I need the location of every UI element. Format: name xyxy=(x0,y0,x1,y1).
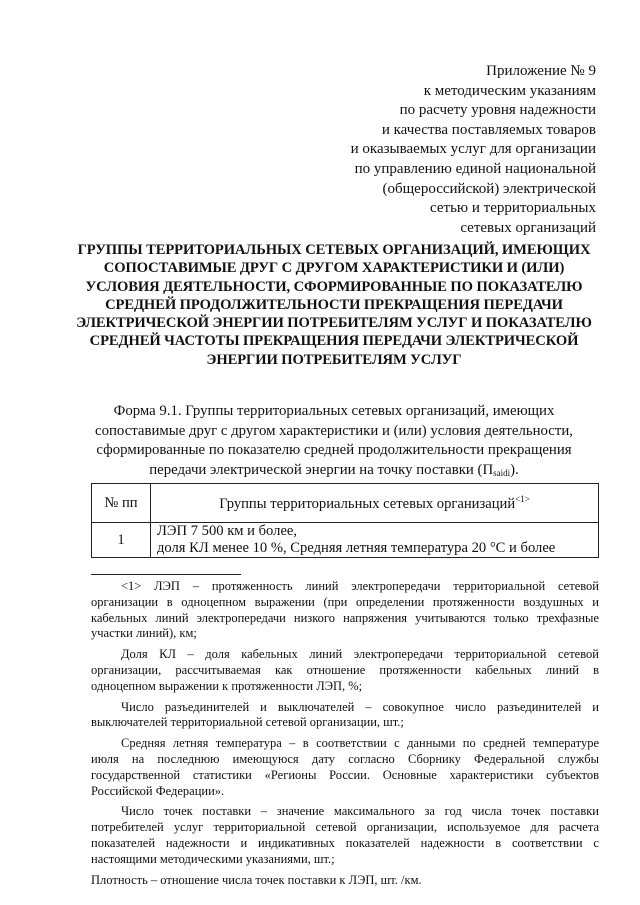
footnote-paragraph xyxy=(91,804,599,867)
form-title-line xyxy=(70,461,598,484)
footnote-line: показателей надежности и индикативных показателей надежности в соответствии с xyxy=(91,835,599,850)
footnote-line: Доля КЛ – доля кабельных линий электропередачи территориальной сетевой xyxy=(121,647,599,662)
footnote-line: потребителей услуг территориальной сетевой организации, используемое для расчета xyxy=(91,820,599,835)
title-line: ГРУППЫ ТЕРРИТОРИАЛЬНЫХ СЕТЕВЫХ ОРГАНИЗАЦИЙ, ИМЕЮЩИХ xyxy=(77,242,591,258)
title-line: ЭНЕРГИИ ПОТРЕБИТЕЛЯМ УСЛУГ xyxy=(206,351,462,368)
row-criteria-line: ЛЭП 7 500 км и более, xyxy=(157,523,298,539)
appendix-line: по управлению единой национальной xyxy=(354,160,596,177)
footnote-paragraph xyxy=(91,579,599,642)
title-line: УСЛОВИЯ ДЕЯТЕЛЬНОСТИ, СФОРМИРОВАННЫЕ ПО ПОКАЗАТЕЛЮ xyxy=(85,278,583,295)
footnote-line: выключателей территориальной сетевой организации, шт.; xyxy=(91,715,404,730)
row-criteria-line: доля КЛ менее 10 %, Средняя летняя температура 20 °С и более xyxy=(157,540,556,556)
groups-table xyxy=(91,483,599,558)
appendix-line: сетевых организаций xyxy=(460,219,596,236)
appendix-line: и качества поставляемых товаров xyxy=(381,121,596,138)
title-line: СРЕДНЕЙ ЧАСТОТЫ ПРЕКРАЩЕНИЯ ПЕРЕДАЧИ ЭЛЕКТРИЧЕСКОЙ xyxy=(89,333,579,350)
form-title-line: сформированные по показателю средней продолжительности прекращения xyxy=(96,442,572,458)
header-groups-label: Группы территориальных сетевых организаций xyxy=(219,495,516,512)
footnote-paragraph xyxy=(91,873,599,889)
footnote-paragraph xyxy=(91,736,599,799)
appendix-line: сетью и территориальных xyxy=(430,200,596,217)
footnote-divider xyxy=(91,574,241,575)
header-groups xyxy=(151,484,599,523)
footnote-line: Плотность – отношение числа точек поставки к ЛЭП, шт. /км. xyxy=(91,872,422,887)
appendix-line: (общероссийской) электрической xyxy=(382,180,596,197)
form-title-line: Форма 9.1. Группы территориальных сетевых организаций, имеющих xyxy=(113,403,555,419)
appendix-line: и оказываемых услуг для организации xyxy=(350,141,596,158)
saidi-subscript: saidi xyxy=(493,467,511,478)
footnote-line: одноцепном выражении к протяженности ЛЭП, %; xyxy=(91,678,363,693)
footnote-line: государственной статистики «Регионы России. Основные характеристики субъектов xyxy=(91,767,599,782)
footnote-line: кабельных линий электропередачи низкого напряжения учитываются только трехфазные xyxy=(91,610,599,625)
footnote-line: организации в одноцепном выражении (при определении протяженности воздушных и xyxy=(91,594,599,609)
footnote-line: июля на последнюю имеющуюся дату согласно Сборнику Федеральной службы xyxy=(91,751,599,766)
header-groups-footnote-ref: <1> xyxy=(515,493,530,504)
footnote-paragraph xyxy=(91,700,599,732)
row-criteria xyxy=(151,523,599,558)
title-line: СОПОСТАВИМЫЕ ДРУГ С ДРУГОМ ХАРАКТЕРИСТИКИ И (ИЛИ) xyxy=(103,260,565,277)
footnote-line: настоящими методическими указаниями, шт.; xyxy=(91,851,335,866)
table-row xyxy=(92,523,599,558)
appendix-line: к методическим указаниям xyxy=(423,82,596,99)
footnote-line: Средняя летняя температура – в соответствии с данными по средней температуре xyxy=(121,736,599,751)
form-title xyxy=(70,402,598,483)
footnote-paragraph xyxy=(91,647,599,694)
form-title-last-text: передачи электрической энергии на точку поставки (П xyxy=(149,461,494,478)
title-line: СРЕДНЕЙ ПРОДОЛЖИТЕЛЬНОСТИ ПРЕКРАЩЕНИЯ ПЕРЕДАЧИ xyxy=(105,296,563,313)
appendix-line: по расчету уровня надежности xyxy=(399,102,596,119)
footnote-line: <1> ЛЭП – протяженность линий электропередачи территориальной сетевой xyxy=(121,579,599,593)
title-line: ЭЛЕКТРИЧЕСКОЙ ЭНЕРГИИ ПОТРЕБИТЕЛЯМ УСЛУГ И ПОКАЗАТЕЛЮ xyxy=(76,315,592,332)
form-title-line: сопоставимые друг с другом характеристики и (или) условия деятельности, xyxy=(95,422,573,439)
footnotes xyxy=(91,579,599,893)
appendix-line: Приложение № 9 xyxy=(486,63,596,79)
footnote-line: Российской Федерации». xyxy=(91,783,225,798)
header-number: № пп xyxy=(92,484,151,523)
form-title-last-suffix: ). xyxy=(510,461,519,478)
table-header-row xyxy=(92,484,599,523)
appendix-heading xyxy=(351,62,596,238)
document-title xyxy=(70,241,598,369)
row-number: 1 xyxy=(92,523,151,558)
footnote-line: Число разъединителей и выключателей – совокупное число разъединителей и xyxy=(121,699,599,714)
footnote-line: участки линий), км; xyxy=(91,626,197,641)
footnote-line: Число точек поставки – значение максимального за год числа точек поставки xyxy=(121,804,599,819)
footnote-line: организации, рассчитываемая как отношение протяженности кабельных линий в xyxy=(91,662,599,677)
